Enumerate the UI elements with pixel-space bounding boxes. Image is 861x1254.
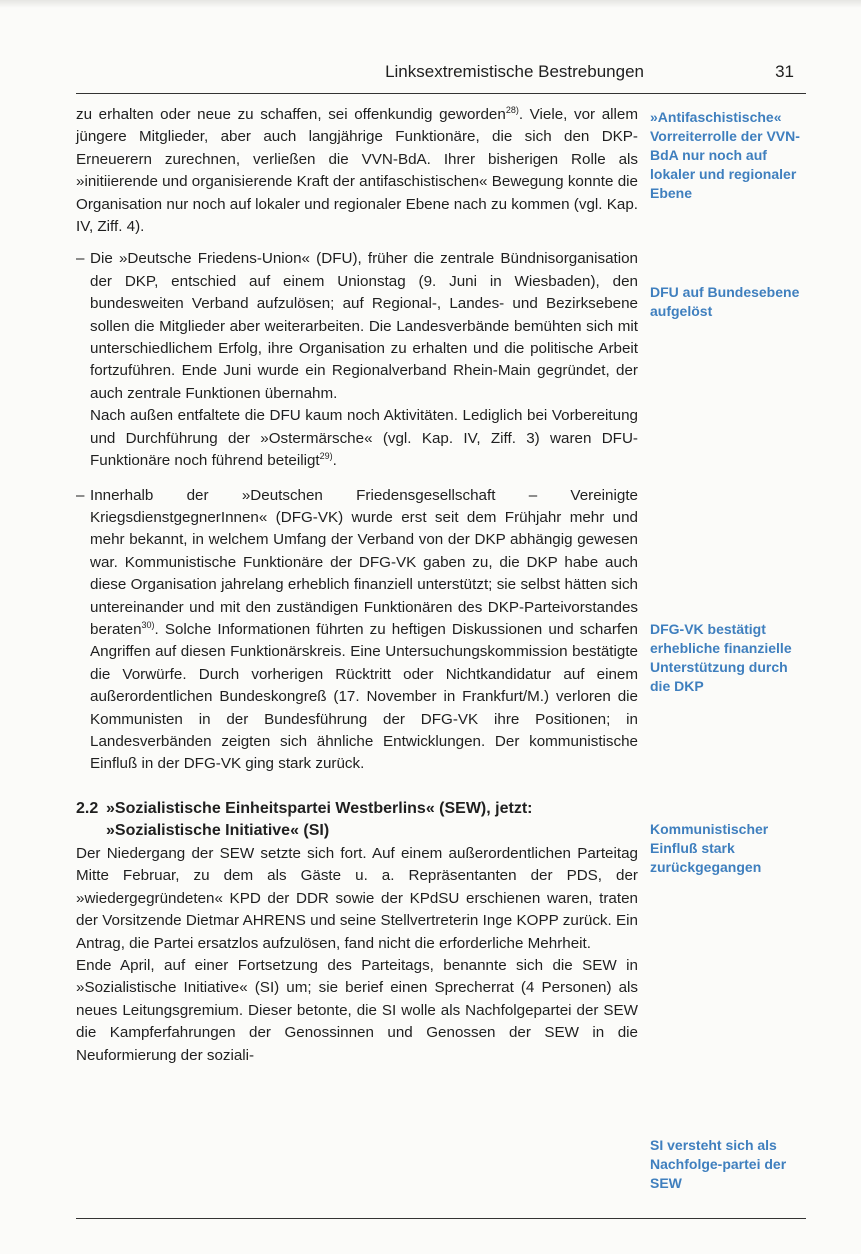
- section-number: 2.2: [76, 799, 99, 817]
- page-top-shade: [0, 0, 861, 8]
- section-title-line2: »Sozialistische Initiative« (SI): [106, 822, 330, 840]
- margin-note: Kommunistischer Einfluß stark zurückgegangen: [650, 821, 769, 875]
- list-item-dfu: – Die »Deutsche Friedens-Union« (DFU), früher die zentrale Bündnisorganisation der DKP, entschied auf einem Unionstag (9. Juni in Wiesbaden), den bundesweiten Verband aufzulösen; auf Regional-, Landes- und Bezirksebene sollen die Mitglieder aber weiterarbeiten. Die Landesverbände bemühten sich mit unterschiedlichem Erfolg, ihre Organisation zu erhalten und die politische Arbeit fortzuführen. Ende Juni wurde ein Regionalverband Rhein-Main gegründet, der auch zentrale Funktionen übernahm. Nach außen entfaltete die DFU kaum noch Aktivitäten. Lediglich bei Vorbereitung und Durchführung der »Ostermärsche« (vgl. Kap. IV, Ziff. 3) waren DFU-Funktionäre noch führend beteiligt$^{29)}$.: [76, 250, 638, 470]
- section-heading: [76, 798, 638, 843]
- footnote-ref: 28): [505, 105, 519, 115]
- margin-note: DFG-VK bestätigt erhebliche finanzielle Unterstützung durch die DKP: [650, 621, 792, 694]
- section-title-line1: »Sozialistische Einheitspartei Westberlins« (SEW), jetzt:: [106, 799, 533, 817]
- running-head: [76, 62, 806, 86]
- margin-note: »Antifaschistische« Vorreiterrolle der VVN-BdA nur noch auf lokaler und regionaler Ebene: [650, 109, 800, 201]
- margin-note: DFU auf Bundesebene aufgelöst: [650, 284, 800, 319]
- paragraph: zu erhalten oder neue zu schaffen, sei offenkundig geworden$^{28)}$. Viele, vor allem jüngere Mitglieder, aber auch langjährige Funktionäre, die sich den DKP-Erneuerern zurechnen, verließen die VVN-BdA. Ihrer bisherigen Rolle als »initiierende und organisierende Kraft der antifaschistischen« Bewegung konnte die Organisation nur noch auf lokaler und regionaler Ebene nach zu kommen (vgl. Kap. IV, Ziff. 4).: [76, 105, 638, 236]
- footnote-ref: 30): [141, 619, 155, 630]
- paragraph: Der Niedergang der SEW setzte sich fort. Auf einem außerordentlichen Parteitag Mitte Februar, zu dem als Gäste u. a. Repräsentanten der PDS, der »wiedergegründeten« KPD der DDR sowie der KPdSU erschienen waren, traten der Vorsitzende Dietmar AHRENS und seine Stellvertreterin Inge KOPP zurück. Ein Antrag, die Partei ersatzlos aufzulösen, fand nicht die erforderliche Mehrheit.: [76, 844, 638, 952]
- paragraph: Ende April, auf einer Fortsetzung des Parteitags, benannte sich die SEW in »Sozialistische Initiative« (SI) um; sie berief einen Sprecherrat (4 Personen) als neues Leitungsgremium. Dieser betonte, die SI wolle als Nachfolgepartei der SEW die Kampferfahrungen der Genossinnen und Genossen der SEW in die Neuformierung der soziali-: [76, 957, 638, 1064]
- page-number: 31: [775, 62, 794, 81]
- list-item-dfg-vk: – Innerhalb der »Deutschen Friedensgesellschaft – Vereinigte KriegsdienstgegnerInnen« (DFG-VK) wurde erst seit dem Frühjahr mehr und mehr bekannt, in welchem Umfang der Verband von der DKP abhängig gewesen war. Kommunistische Funktionäre der DFG-VK gaben zu, die DKP habe auch diese Organisation jahrelang erheblich finanziell unterstützt; sie selbst hätten sich untereinander und mit den zuständigen Funktionären des DKP-Parteivorstandes beraten$^{30)}$. Solche Informationen führten zu heftigen Diskussionen und scharfen Angriffen auf diesen Funktionärskreis. Eine Untersuchungskommission bestätigte die Vorwürfe. Durch vorherigen Rücktritt oder Nichtkandidatur auf einem außerordentlichen Bundeskongreß (17. November in Frankfurt/M.) verloren die Kommunisten in der Bundesführung der DFG-VK ihre Positionen; in Landesverbänden zeigten sich ähnliche Entwicklungen. Der kommunistische Einfluß in der DFG-VK ging stark zurück.: [76, 486, 638, 773]
- header-rule: [76, 93, 806, 94]
- bullet-dash: –: [76, 250, 85, 268]
- running-title: Linksextremistische Bestrebungen: [385, 62, 644, 81]
- bullet-dash: –: [76, 486, 85, 504]
- footnote-ref: 29): [319, 451, 333, 462]
- margin-note: SI versteht sich als Nachfolge-partei der SEW: [650, 1137, 787, 1191]
- main-text-column: [76, 104, 638, 1067]
- footer-rule: [76, 1218, 806, 1219]
